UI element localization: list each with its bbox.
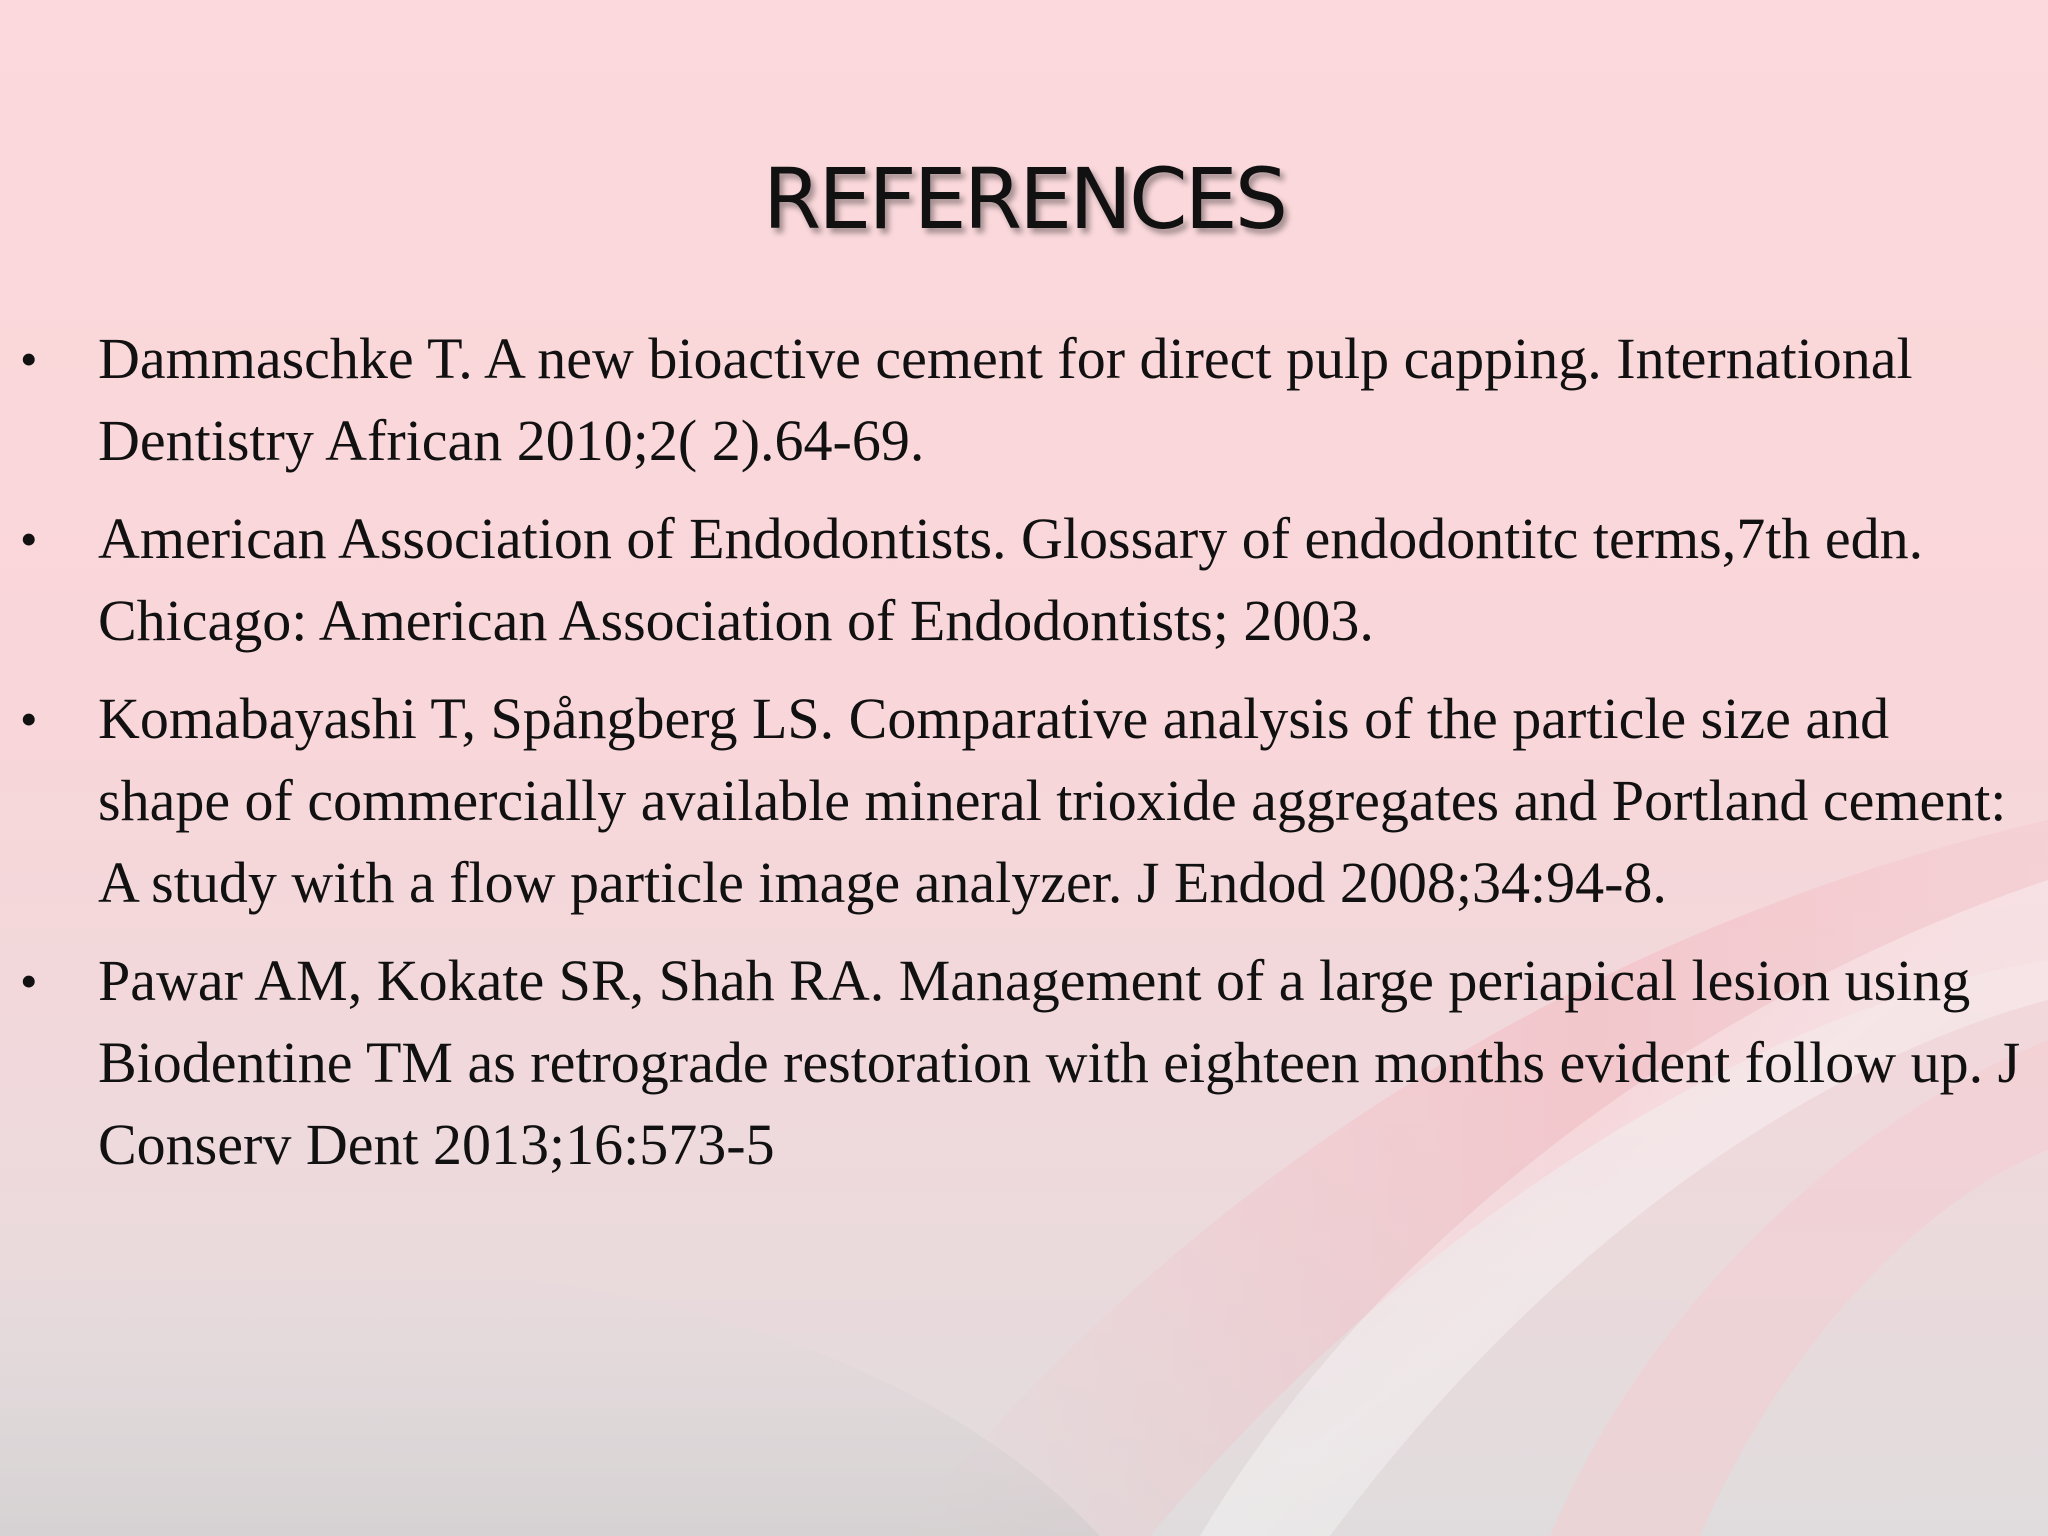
reference-text: Pawar AM, Kokate SR, Shah RA. Management of a large periapical lesion using Biodentine TM as retrograde restoration with eighteen months evident follow up. J Conserv Dent 2013;16:573-5 xyxy=(98,948,2021,1177)
reference-item xyxy=(20,318,2030,482)
slide-title: REFERENCES xyxy=(762,150,1286,248)
reference-item xyxy=(20,940,2030,1186)
reference-text: American Association of Endodontists. Glossary of endodontitc terms,7th edn. Chicago: American Association of Endodontists; 2003. xyxy=(98,506,1924,653)
reference-text: Komabayashi T, Spångberg LS. Comparative analysis of the particle size and shape of commercially available mineral trioxide aggregates and Portland cement: A study with a flow particle image analyzer. J Endod 2008;34:94-8. xyxy=(98,686,2007,915)
reference-text: Dammaschke T. A new bioactive cement for direct pulp capping. International Dentistry African 2010;2( 2).64-69. xyxy=(98,326,1913,473)
reference-item xyxy=(20,498,2030,662)
reference-item xyxy=(20,678,2030,924)
bullet-icon: • xyxy=(20,953,38,1009)
bullet-icon: • xyxy=(20,691,38,747)
bullet-icon: • xyxy=(20,331,38,387)
reference-list xyxy=(20,318,2030,1202)
bullet-icon: • xyxy=(20,511,38,567)
